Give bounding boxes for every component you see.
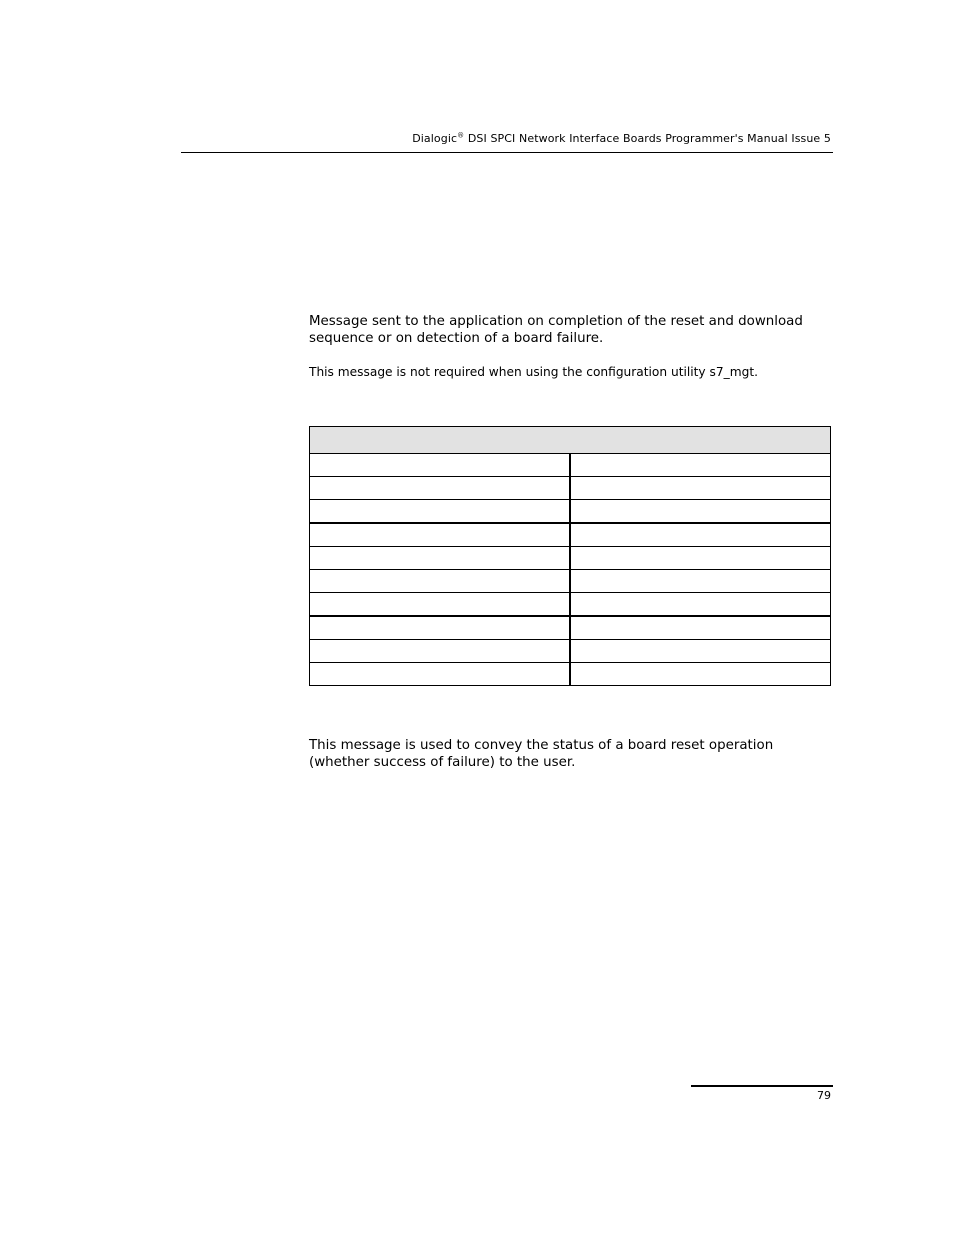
registered-mark: ® (457, 131, 465, 140)
table-cell-value (570, 640, 831, 663)
table-cell-field (310, 640, 571, 663)
table-cell-value (570, 523, 831, 547)
table-row (310, 500, 831, 524)
table-cell-field (310, 454, 571, 477)
table-cell-field (310, 547, 571, 570)
table-row (310, 523, 831, 547)
table-cell-value (570, 616, 831, 640)
table-cell-field (310, 500, 571, 524)
table-row (310, 663, 831, 686)
table-row (310, 477, 831, 500)
message-usage-description: This message is used to convey the status of a board reset operation (whether success of failure) to the user. (309, 738, 774, 770)
table-cell-value (570, 547, 831, 570)
table-cell-value (570, 454, 831, 477)
table-cell-value (570, 663, 831, 686)
table-row (310, 616, 831, 640)
table-cell-value (570, 570, 831, 593)
header-rule (181, 152, 833, 153)
table-cell-field (310, 477, 571, 500)
table-row (310, 640, 831, 663)
table-header-cell (310, 427, 831, 454)
table-cell-field (310, 523, 571, 547)
table-cell-field (310, 570, 571, 593)
table-row (310, 454, 831, 477)
table-cell-field (310, 593, 571, 617)
table-cell-value (570, 477, 831, 500)
table-cell-value (570, 500, 831, 524)
message-format-table (309, 426, 831, 686)
table-cell-field (310, 616, 571, 640)
page-number: 79 (817, 1089, 831, 1102)
table-row (310, 570, 831, 593)
table-row (310, 547, 831, 570)
footer-rule (691, 1085, 833, 1087)
running-header (181, 131, 831, 147)
table-cell-value (570, 593, 831, 617)
usage-note: This message is not required when using the configuration utility s7_mgt. (309, 365, 758, 379)
header-title: DSI SPCI Network Interface Boards Programmer's Manual Issue 5 (464, 132, 831, 145)
message-description: Message sent to the application on completion of the reset and download sequence or on detection of a board failure. (309, 314, 803, 346)
table-row (310, 593, 831, 617)
table-cell-field (310, 663, 571, 686)
header-brand: Dialogic (412, 132, 458, 145)
table-header-row (310, 427, 831, 454)
